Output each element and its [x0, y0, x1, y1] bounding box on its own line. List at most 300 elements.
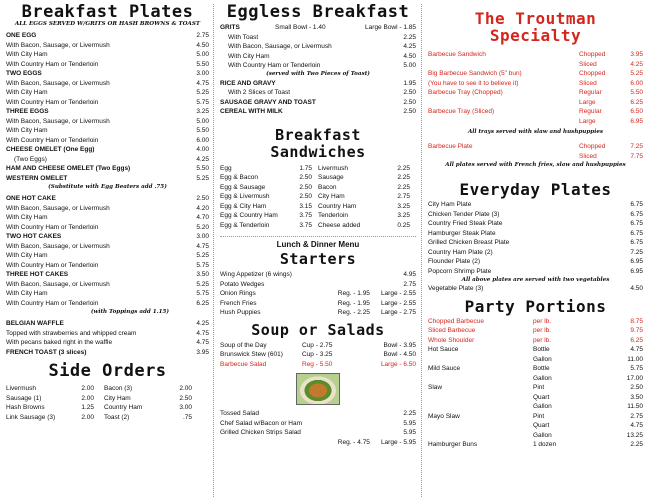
vegetable-plate-price: 4.50: [630, 285, 643, 292]
eggless-items-2: [220, 79, 416, 117]
vegetables-note: All above plates are served with two vegetables: [461, 277, 610, 283]
sandwich-name: Sausage: [318, 174, 344, 181]
soup-large: Bowl - 4.50: [383, 351, 416, 358]
egg-beaters-note: (Substitute with Egg Beaters add .75): [48, 184, 167, 190]
grits-small: Small Bowl - 1.40: [275, 24, 326, 31]
item-price: 5.95: [403, 419, 416, 427]
specialty-style: Large: [579, 98, 596, 106]
item-price: 4.25: [196, 155, 209, 163]
starter-reg: Reg. - 1.95: [337, 290, 370, 297]
soup-name: Brunswick Stew (601): [220, 351, 283, 358]
item-price: 5.25: [196, 174, 209, 182]
item-price: 5.00: [403, 62, 416, 69]
item-name: With Bacon, Sausage, or Livermush: [6, 204, 110, 212]
menu-item: [428, 229, 643, 239]
lunch-dinner-title: Lunch & Dinner Menu: [276, 240, 360, 249]
item-price: 5.50: [196, 127, 209, 134]
menu-item: [6, 329, 209, 339]
item-price: 5.50: [196, 60, 209, 68]
menu-item: [220, 88, 416, 98]
side-item-price: 2.00: [179, 385, 192, 392]
specialty-price: 4.25: [630, 60, 643, 68]
sandwich-item: [318, 164, 416, 174]
party-unit: Quart: [533, 422, 550, 429]
side-orders-title: Side Orders: [48, 361, 167, 381]
menu-item: [428, 238, 643, 248]
trays-note: All trays served with slaw and hushpuppies: [467, 129, 604, 135]
menu-item: [6, 223, 209, 233]
item-name: BELGIAN WAFFLE: [6, 320, 64, 327]
soup-large: Bowl - 3.95: [383, 341, 416, 349]
menu-item: [220, 52, 416, 62]
salad-list: [220, 409, 416, 438]
party-unit: per lb.: [533, 317, 552, 325]
item-price: 6.75: [630, 239, 643, 246]
soup-row: [220, 341, 416, 351]
starters-list: [220, 289, 416, 318]
party-name: Slaw: [428, 384, 443, 391]
party-unit: Gallon: [533, 355, 552, 363]
sandwich-price: 2.25: [397, 164, 410, 172]
menu-item: [6, 50, 209, 60]
party-unit: Bottle: [533, 346, 550, 353]
item-name: With Country Ham or Tenderloin: [6, 98, 99, 106]
item-price: 4.75: [196, 329, 209, 337]
item-name: With City Ham: [6, 51, 48, 58]
item-price: 3.00: [196, 70, 209, 77]
starter-spacer: [300, 299, 337, 309]
wing-row: [220, 270, 416, 280]
party-row: [428, 355, 643, 365]
menu-item: [6, 338, 209, 348]
item-price: 4.00: [196, 146, 209, 153]
item-price: 4.50: [196, 41, 209, 49]
wing-price: 4.95: [403, 271, 416, 278]
soup-large: Large - 6.50: [380, 360, 416, 368]
side-item-price: 3.00: [179, 404, 192, 411]
sandwich-item: [220, 211, 318, 221]
menu-item: [6, 213, 209, 223]
menu-item: [220, 33, 416, 43]
menu-item: [6, 232, 209, 242]
side-order-row: [6, 384, 209, 394]
specialty-price: 5.50: [630, 89, 643, 96]
menu-item: [428, 257, 643, 267]
menu-item: [428, 219, 643, 229]
menu-item: [6, 348, 209, 358]
sandwich-grid: [220, 164, 416, 231]
item-name: FRENCH TOAST (3 slices): [6, 348, 87, 356]
starter-large: Large - 2.55: [380, 290, 416, 297]
item-price: 5.75: [196, 290, 209, 297]
item-name: ONE HOT CAKE: [6, 195, 56, 202]
party-name: [428, 393, 533, 403]
sandwich-price: 0.25: [397, 221, 410, 229]
party-row: [428, 402, 643, 412]
item-name: With Country Ham or Tenderloin: [6, 60, 99, 68]
specialty-name: Barbecue Sandwich: [428, 51, 486, 58]
middle-column: [220, 0, 416, 501]
specialty-style: Sliced: [579, 60, 597, 68]
menu-item: [6, 145, 209, 155]
sandwich-name: Egg & Tenderloin: [220, 221, 270, 229]
item-name: Tossed Salad: [220, 410, 260, 417]
menu-item: [6, 270, 209, 280]
specialty-name: [428, 98, 579, 108]
soup-small: Reg - 5.50: [302, 360, 333, 368]
item-price: 5.25: [196, 252, 209, 259]
party-price: 2.25: [630, 441, 643, 448]
starter-name: Hush Puppies: [220, 309, 261, 316]
menu-item: [6, 174, 209, 184]
item-name: With Country Ham or Tenderloin: [6, 261, 99, 269]
item-name: City Ham Plate: [428, 201, 472, 208]
starter-row: [220, 308, 416, 318]
side-item-price: .75: [182, 413, 192, 421]
item-price: 1.95: [403, 79, 416, 87]
sandwich-price: 3.75: [299, 212, 312, 219]
sandwich-item: [220, 221, 318, 231]
food-photo: [296, 373, 340, 405]
item-name: Flounder Plate (2): [428, 258, 481, 265]
wedges-price: 2.75: [403, 280, 416, 288]
side-item-name: Livermush: [6, 385, 36, 392]
grits-large: Large Bowl - 1.85: [365, 24, 416, 31]
starter-spacer: [300, 289, 337, 299]
starter-row: [220, 289, 416, 299]
party-name: Hot Sauce: [428, 346, 459, 353]
soup-row: [220, 360, 416, 370]
specialty-name: Big Barbecue Sandwich (5" bun): [428, 70, 522, 77]
sandwich-price: 3.75: [299, 221, 312, 229]
party-row: [428, 431, 643, 441]
item-name: With City Ham: [6, 214, 48, 221]
sandwich-price: 3.15: [299, 202, 312, 210]
item-price: 4.25: [196, 320, 209, 327]
breakfast-plates-title: Breakfast Plates: [21, 2, 194, 22]
starter-spacer: [300, 308, 337, 318]
sandwich-name: Tenderloin: [318, 212, 348, 219]
item-price: 3.50: [196, 271, 209, 278]
item-name: Popcorn Shrimp Plate: [428, 267, 492, 275]
party-price: 11.00: [627, 355, 643, 363]
party-price: 4.75: [630, 422, 643, 429]
item-price: 6.00: [196, 136, 209, 144]
party-unit: Pint: [533, 384, 545, 391]
party-unit: Gallon: [533, 403, 552, 410]
menu-item: [6, 204, 209, 214]
side-item-price: 2.50: [179, 394, 192, 402]
item-price: 6.95: [630, 258, 643, 265]
item-name: Topped with strawberries and whipped cream: [6, 329, 137, 337]
item-price: 5.25: [196, 280, 209, 288]
specialty-row: [428, 88, 643, 98]
menu-item: [428, 200, 643, 210]
specialty-style: Regular: [579, 89, 602, 96]
item-name: With Toast: [228, 33, 259, 41]
sandwich-name: Country Ham: [318, 202, 357, 210]
specialty-style: Sliced: [579, 79, 597, 87]
item-name: With pecans baked right in the waffle: [6, 339, 113, 346]
salad-size-row: [220, 438, 416, 448]
item-name: With City Ham: [6, 89, 48, 96]
menu-item: [428, 267, 643, 277]
menu-item: [220, 42, 416, 52]
sandwich-item: [220, 192, 318, 202]
party-price: 17.00: [626, 374, 643, 382]
side-item-name: Country Ham: [104, 404, 143, 411]
specialty-name: Barbecue Tray (Chopped): [428, 89, 503, 96]
party-price: 5.75: [630, 365, 643, 372]
menu-item: [220, 419, 416, 429]
item-name: With City Ham: [6, 127, 48, 134]
menu-item: [220, 61, 416, 71]
party-unit: Quart: [533, 393, 550, 401]
item-price: 5.00: [196, 51, 209, 58]
side-item-name: Toast (2): [104, 413, 130, 421]
soup-row: [220, 350, 416, 360]
sandwich-col-right: [318, 164, 416, 231]
troutman-title-1: The Troutman: [474, 9, 597, 28]
sandwich-item: [318, 221, 416, 231]
item-price: 5.75: [196, 261, 209, 269]
sandwich-price: 2.25: [397, 183, 410, 191]
menu-item: [6, 319, 209, 329]
item-price: 4.50: [403, 52, 416, 60]
party-row: [428, 317, 643, 327]
side-item-price: 2.00: [81, 394, 94, 402]
specialty-name: Barbecue Plate: [428, 143, 473, 150]
side-item-name: Link Sausage (3): [6, 413, 56, 421]
party-row: [428, 412, 643, 422]
party-unit: per lb.: [533, 327, 552, 334]
item-name: With City Ham: [228, 52, 270, 60]
waffle-items: [6, 319, 209, 357]
item-price: 5.25: [196, 89, 209, 96]
everyday-plates-title: Everyday Plates: [459, 180, 612, 199]
specialty-name: [428, 152, 579, 162]
sandwich-name: Egg & Bacon: [220, 174, 258, 181]
toppings-note: (with Toppings add 1.15): [90, 309, 169, 315]
specialty-name: Barbecue Tray (Sliced): [428, 108, 495, 115]
sandwich-item: [318, 192, 416, 202]
item-price: 4.75: [196, 79, 209, 87]
item-price: 4.70: [196, 214, 209, 221]
right-column: [428, 0, 643, 501]
item-name: With 2 Slices of Toast: [228, 89, 291, 96]
starter-large: Large - 2.75: [380, 309, 416, 316]
soup-name: Soup of the Day: [220, 341, 267, 349]
specialty-name: [428, 60, 579, 70]
breakfast-items: [6, 31, 209, 183]
sandwich-name: Bacon: [318, 183, 337, 191]
party-price: 2.75: [630, 412, 643, 420]
party-price: 8.75: [630, 317, 643, 325]
specialty-row: [428, 152, 643, 162]
item-name: Grilled Chicken Strips Salad: [220, 429, 301, 436]
specialty-style: Large: [579, 117, 596, 125]
party-name: Mild Sauce: [428, 365, 461, 372]
troutman-title-2: Specialty: [489, 26, 582, 45]
party-unit: Gallon: [533, 374, 552, 382]
party-name: [428, 355, 533, 365]
sandwich-price: 1.75: [299, 164, 312, 172]
item-price: 3.25: [196, 108, 209, 115]
menu-item: [428, 210, 643, 220]
menu-item: [6, 164, 209, 174]
item-name: WESTERN OMELET: [6, 174, 68, 182]
soup-small: Cup - 3.25: [302, 351, 333, 358]
item-price: 5.75: [196, 98, 209, 106]
item-price: 6.75: [630, 201, 643, 208]
eggless-items: [220, 33, 416, 71]
item-name: RICE AND GRAVY: [220, 79, 276, 87]
vegetable-plate-name: Vegetable Plate (3): [428, 285, 484, 292]
specialty-row: [428, 60, 643, 70]
sandwich-price: 2.25: [397, 174, 410, 181]
menu-item: [220, 107, 416, 117]
sandwich-item: [220, 164, 318, 174]
sandwich-price: 2.75: [397, 193, 410, 200]
menu-item: [6, 60, 209, 70]
item-price: 4.75: [196, 242, 209, 250]
menu-item: [220, 98, 416, 108]
menu-item: [6, 98, 209, 108]
item-price: 5.00: [196, 117, 209, 125]
side-item-name: Hash Browns: [6, 404, 45, 411]
menu-item: [220, 428, 416, 438]
menu-item: [6, 79, 209, 89]
party-unit: Gallon: [533, 431, 552, 439]
item-price: 4.20: [196, 204, 209, 212]
item-name: Grilled Chicken Breast Plate: [428, 239, 510, 246]
soup-small: Cup - 2.75: [302, 341, 333, 349]
breakfast-column: [6, 0, 209, 501]
party-row: [428, 326, 643, 336]
item-name: THREE HOT CAKES: [6, 271, 69, 278]
vegetable-plate-row: [428, 284, 643, 294]
sandwich-price: 3.25: [397, 212, 410, 219]
sandwich-name: Egg: [220, 164, 232, 172]
soup-name: Barbecue Salad: [220, 360, 267, 368]
item-price: 2.25: [403, 33, 416, 41]
party-price: 13.25: [626, 431, 643, 439]
item-name: CEREAL WITH MILK: [220, 108, 283, 115]
soup-list: [220, 341, 416, 370]
item-name: SAUSAGE GRAVY AND TOAST: [220, 98, 316, 106]
party-price: 3.50: [630, 393, 643, 401]
party-name: Hamburger Buns: [428, 441, 478, 448]
sandwich-item: [220, 183, 318, 193]
side-item-price: 1.25: [81, 404, 94, 411]
specialty-price: 3.95: [630, 51, 643, 58]
party-list: [428, 317, 643, 450]
item-name: With Country Ham or Tenderloin: [6, 136, 99, 144]
troutman-list: [428, 50, 643, 126]
item-name: CHEESE OMELET (One Egg): [6, 146, 95, 153]
sandwich-item: [220, 202, 318, 212]
item-price: 6.75: [630, 229, 643, 237]
soup-salads-title: Soup or Salads: [251, 320, 385, 339]
party-name: [428, 374, 533, 384]
menu-item: [220, 409, 416, 419]
specialty-style: Chopped: [579, 70, 606, 77]
party-row: [428, 336, 643, 346]
item-price: 5.20: [196, 223, 209, 231]
sandwich-price: 3.25: [397, 202, 410, 210]
menu-item: [6, 41, 209, 51]
grits-label: GRITS: [220, 24, 240, 31]
sandwich-item: [220, 173, 318, 183]
item-name: With City Ham: [6, 290, 48, 297]
party-unit: Pint: [533, 412, 545, 420]
menu-item: [428, 248, 643, 258]
party-price: 6.25: [630, 336, 643, 344]
sandwich-item: [318, 183, 416, 193]
party-row: [428, 345, 643, 355]
everyday-list: [428, 200, 643, 276]
item-price: 5.50: [196, 165, 209, 172]
starter-name: Onion Rings: [220, 290, 256, 297]
party-name: [428, 431, 533, 441]
item-name: Country Fried Steak Plate: [428, 220, 503, 227]
party-name: Sliced Barbecue: [428, 327, 476, 334]
specialty-price: 6.95: [630, 117, 643, 125]
menu-item: [6, 107, 209, 117]
sandwiches-title-2: Sandwiches: [270, 142, 366, 161]
specialty-price: 7.25: [630, 143, 643, 150]
item-name: TWO EGGS: [6, 70, 42, 77]
party-unit: per lb.: [533, 336, 552, 344]
item-name: HAM AND CHEESE OMELET (Two Eggs): [6, 165, 131, 172]
grits-row: [220, 23, 416, 33]
item-name: ONE EGG: [6, 32, 37, 39]
party-name: [428, 421, 533, 431]
salad-large-price: Large - 5.95: [380, 438, 416, 446]
side-item-name: Bacon (3): [104, 385, 133, 392]
specialty-price: 6.25: [630, 98, 643, 106]
specialty-row: [428, 117, 643, 127]
menu-item: [6, 261, 209, 271]
menu-item: [6, 280, 209, 290]
menu-item: [6, 31, 209, 41]
sandwich-name: Egg & Country Ham: [220, 212, 278, 219]
sandwich-item: [318, 173, 416, 183]
specialty-row: [428, 69, 643, 79]
menu-item: [6, 88, 209, 98]
side-order-row: [6, 403, 209, 413]
side-order-row: [6, 413, 209, 423]
sandwiches-title-1: Breakfast: [275, 125, 361, 144]
party-row: [428, 364, 643, 374]
side-item-price: 2.00: [81, 413, 94, 421]
party-row: [428, 393, 643, 403]
side-orders-list: [6, 384, 209, 422]
sandwich-name: Egg & City Ham: [220, 202, 267, 210]
item-price: 2.50: [403, 89, 416, 96]
menu-item: [6, 194, 209, 204]
specialty-name: (You have to see it to believe it): [428, 79, 519, 87]
item-price: 2.50: [403, 98, 416, 106]
specialty-style: Regular: [579, 108, 602, 115]
item-price: 3.95: [196, 348, 209, 356]
item-price: 7.25: [630, 248, 643, 256]
item-price: 4.25: [403, 43, 416, 50]
item-price: 3.00: [196, 233, 209, 240]
party-name: Whole Shoulder: [428, 336, 475, 344]
specialty-price: 6.50: [630, 108, 643, 115]
party-row: [428, 374, 643, 384]
